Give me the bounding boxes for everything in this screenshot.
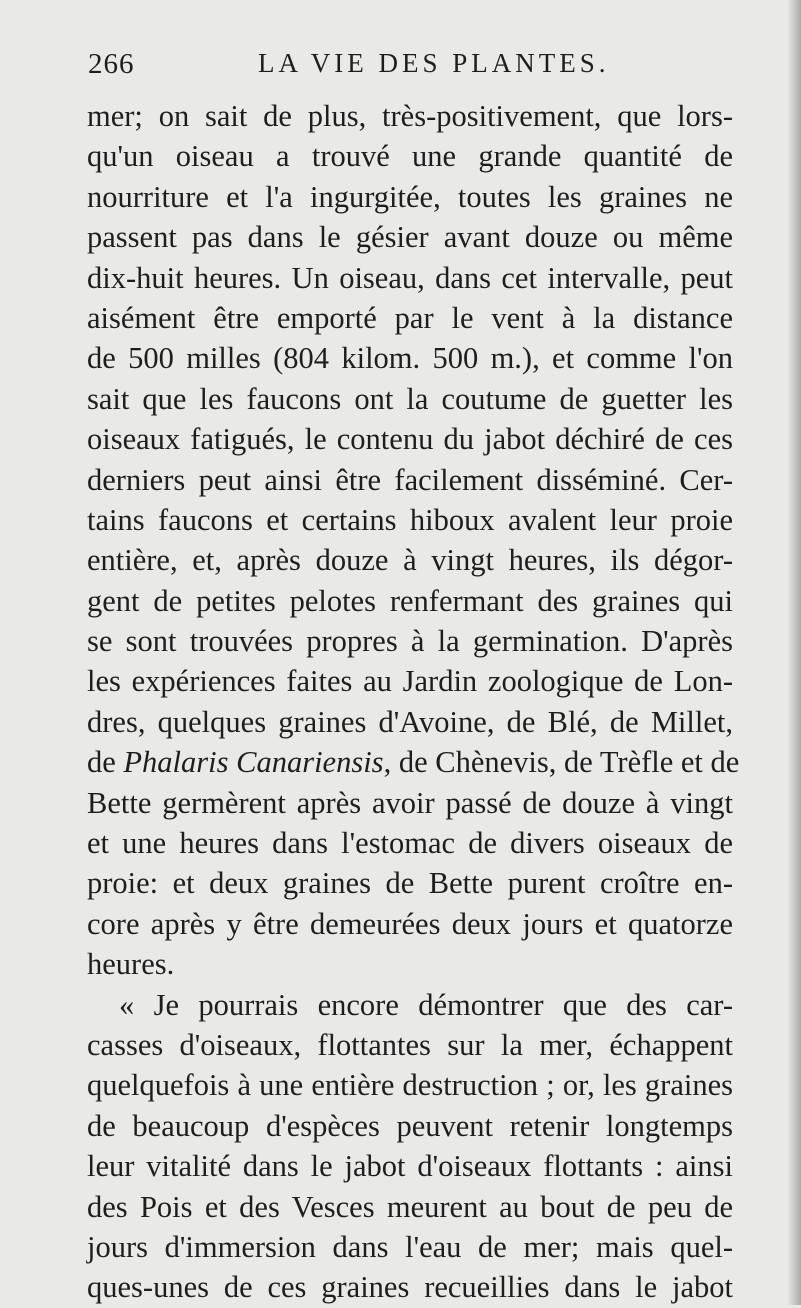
text-line-with-species (87, 742, 740, 782)
running-title: LA VIE DES PLANTES. (258, 48, 610, 78)
text-line: Bette germèrent après avoir passé de douze à vingt (87, 785, 733, 820)
text-line: et une heures dans l'estomac de divers oiseaux de (87, 826, 733, 861)
running-head (88, 48, 728, 88)
text-line: aisément être emporté par le vent à la distance (87, 300, 733, 335)
text-fragment: de (87, 745, 124, 780)
text-line: ques-unes de ces graines recueillies dans le jabot (87, 1270, 733, 1305)
text-line: sait que les faucons ont la coutume de guetter les (87, 381, 733, 416)
text-line: gent de petites pelotes renfermant des graines qui (87, 583, 733, 618)
paragraph-end-line: heures. (87, 947, 175, 982)
text-line: de beaucoup d'espèces peuvent retenir longtemps (87, 1108, 733, 1143)
text-line: dix-huit heures. Un oiseau, dans cet intervalle, peut (87, 260, 733, 295)
text-line: dres, quelques graines d'Avoine, de Blé, de Millet, (87, 704, 733, 739)
page-edge-shadow (787, 0, 801, 1305)
text-line: des Pois et des Vesces meurent au bout de peu de (87, 1189, 733, 1224)
text-line: qu'un oiseau a trouvé une grande quantité de (87, 139, 733, 174)
text-line: proie: et deux graines de Bette purent croître en- (87, 866, 733, 901)
text-fragment: , de Chènevis, de Trèfle et de (383, 745, 740, 780)
body-text (87, 96, 740, 1308)
page-number: 266 (88, 48, 135, 80)
quote-paragraph-start: « Je pourrais encore démontrer que des car- (119, 987, 733, 1022)
text-line: oiseaux fatigués, le contenu du jabot déchiré de ces (87, 422, 733, 457)
text-line: jours d'immersion dans l'eau de mer; mais quel- (87, 1229, 733, 1264)
text-line: core après y être demeurées deux jours et quatorze (87, 906, 733, 941)
text-line: tains faucons et certains hiboux avalent leur proie (87, 502, 733, 537)
text-line: passent pas dans le gésier avant douze ou même (87, 220, 733, 255)
text-line: leur vitalité dans le jabot d'oiseaux flottants : ainsi (87, 1149, 733, 1184)
text-line: derniers peut ainsi être facilement disséminé. Cer- (87, 462, 733, 497)
text-line: se sont trouvées propres à la germination. D'après (87, 624, 733, 659)
text-line: quelquefois à une entière destruction ; or, les graines (87, 1068, 733, 1103)
text-line: les expériences faites au Jardin zoologique de Lon- (87, 664, 733, 699)
text-line: nourriture et l'a ingurgitée, toutes les graines ne (87, 179, 733, 214)
text-line: mer; on sait de plus, très-positivement, que lors- (87, 99, 733, 133)
text-line: entière, et, après douze à vingt heures, ils dégor- (87, 543, 733, 578)
text-line: casses d'oiseaux, flottantes sur la mer, échappent (87, 1027, 733, 1062)
text-line: de 500 milles (804 kilom. 500 m.), et comme l'on (87, 341, 733, 376)
species-name-italic: Phalaris Canariensis (123, 745, 384, 780)
